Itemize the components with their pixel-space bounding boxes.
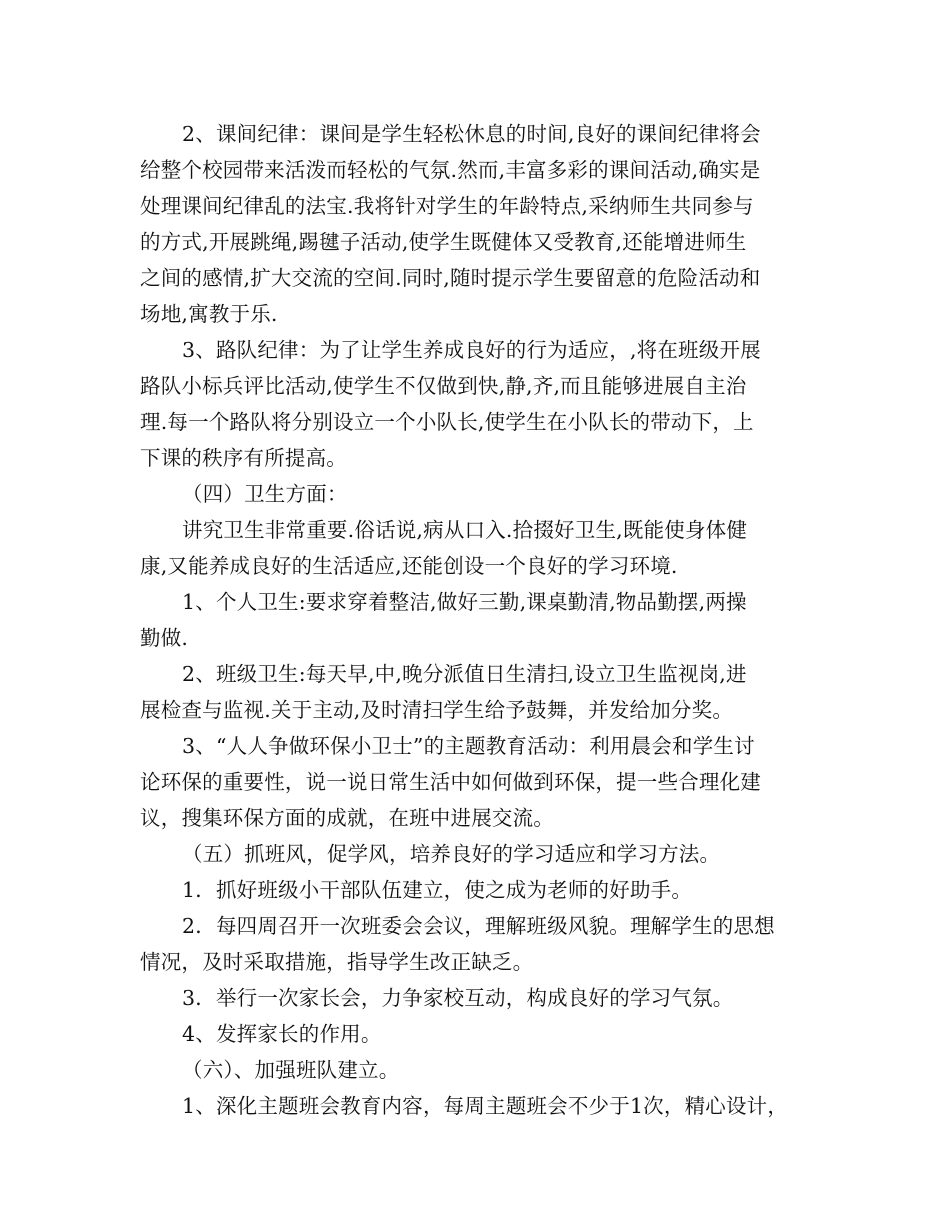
paragraph-line: 情况，及时采取措施，指导学生改正缺乏。 [140, 950, 534, 974]
paragraph-line: 1．抓好班级小干部队伍建立，使之成为老师的好助手。 [182, 878, 693, 902]
paragraph-line: 路队小标兵评比活动,使学生不仅做到快,静,齐,而且能够进展自主治 [140, 374, 747, 398]
paragraph-line: 1、深化主题班会教育内容，每周主题班会不少于1次，精心设计， [182, 1094, 789, 1118]
paragraph-line: 场地,寓教于乐. [140, 302, 278, 326]
paragraph-line: 3．举行一次家长会，力争家校互动，构成良好的学习气氛。 [182, 986, 734, 1010]
paragraph-line: 3、路队纪律：为了让学生养成良好的行为适应，,将在班级开展 [182, 338, 761, 362]
paragraph-line: 勤做. [140, 626, 189, 650]
paragraph-line: 3、“人人争做环保小卫士”的主题教育活动：利用晨会和学生讨 [182, 734, 755, 758]
paragraph-line: 4、发挥家长的作用。 [182, 1022, 382, 1046]
section-heading: （四）卫生方面： [182, 482, 348, 506]
paragraph-line: 2．每四周召开一次班委会会议，理解班级风貌。理解学生的思想 [182, 914, 775, 938]
paragraph-line: 2、课间纪律：课间是学生轻松休息的时间,良好的课间纪律将会 [182, 122, 761, 146]
document-body [140, 116, 820, 1124]
paragraph-line: 给整个校园带来活泼而轻松的气氛.然而,丰富多彩的课间活动,确实是 [140, 158, 761, 182]
paragraph-line: 下课的秩序有所提高。 [140, 446, 347, 470]
paragraph-line: 的方式,开展跳绳,踢毽子活动,使学生既健体又受教育,还能增进师生 [140, 230, 747, 254]
paragraph-line: 2、班级卫生:每天早,中,晚分派值日生清扫,设立卫生监视岗,进 [182, 662, 747, 686]
paragraph-line: 论环保的重要性，说一说日常生活中如何做到环保，提一些合理化建 [140, 770, 761, 794]
paragraph-line: 1、个人卫生:要求穿着整洁,做好三勤,课桌勤清,物品勤摆,两操 [182, 590, 747, 614]
paragraph-line: 之间的感情,扩大交流的空间.同时,随时提示学生要留意的危险活动和 [140, 266, 761, 290]
paragraph-line: 理.每一个路队将分别设立一个小队长,使学生在小队长的带动下，上 [140, 410, 754, 434]
paragraph-line: 展检查与监视.关于主动,及时清扫学生给予鼓舞，并发给加分奖。 [140, 698, 734, 722]
section-heading: （六）、加强班队建立。 [182, 1058, 400, 1082]
paragraph-line: 议，搜集环保方面的成就，在班中进展交流。 [140, 806, 554, 830]
paragraph-line: 康,又能养成良好的生活适应,还能创设一个良好的学习环境. [140, 554, 678, 578]
paragraph-line: 讲究卫生非常重要.俗话说,病从口入.拾掇好卫生,既能使身体健 [182, 518, 748, 542]
paragraph-line: 处理课间纪律乱的法宝.我将针对学生的年龄特点,采纳师生共同参与 [140, 194, 754, 218]
section-heading: （五）抓班风，促学风，培养良好的学习适应和学习方法。 [182, 842, 721, 866]
